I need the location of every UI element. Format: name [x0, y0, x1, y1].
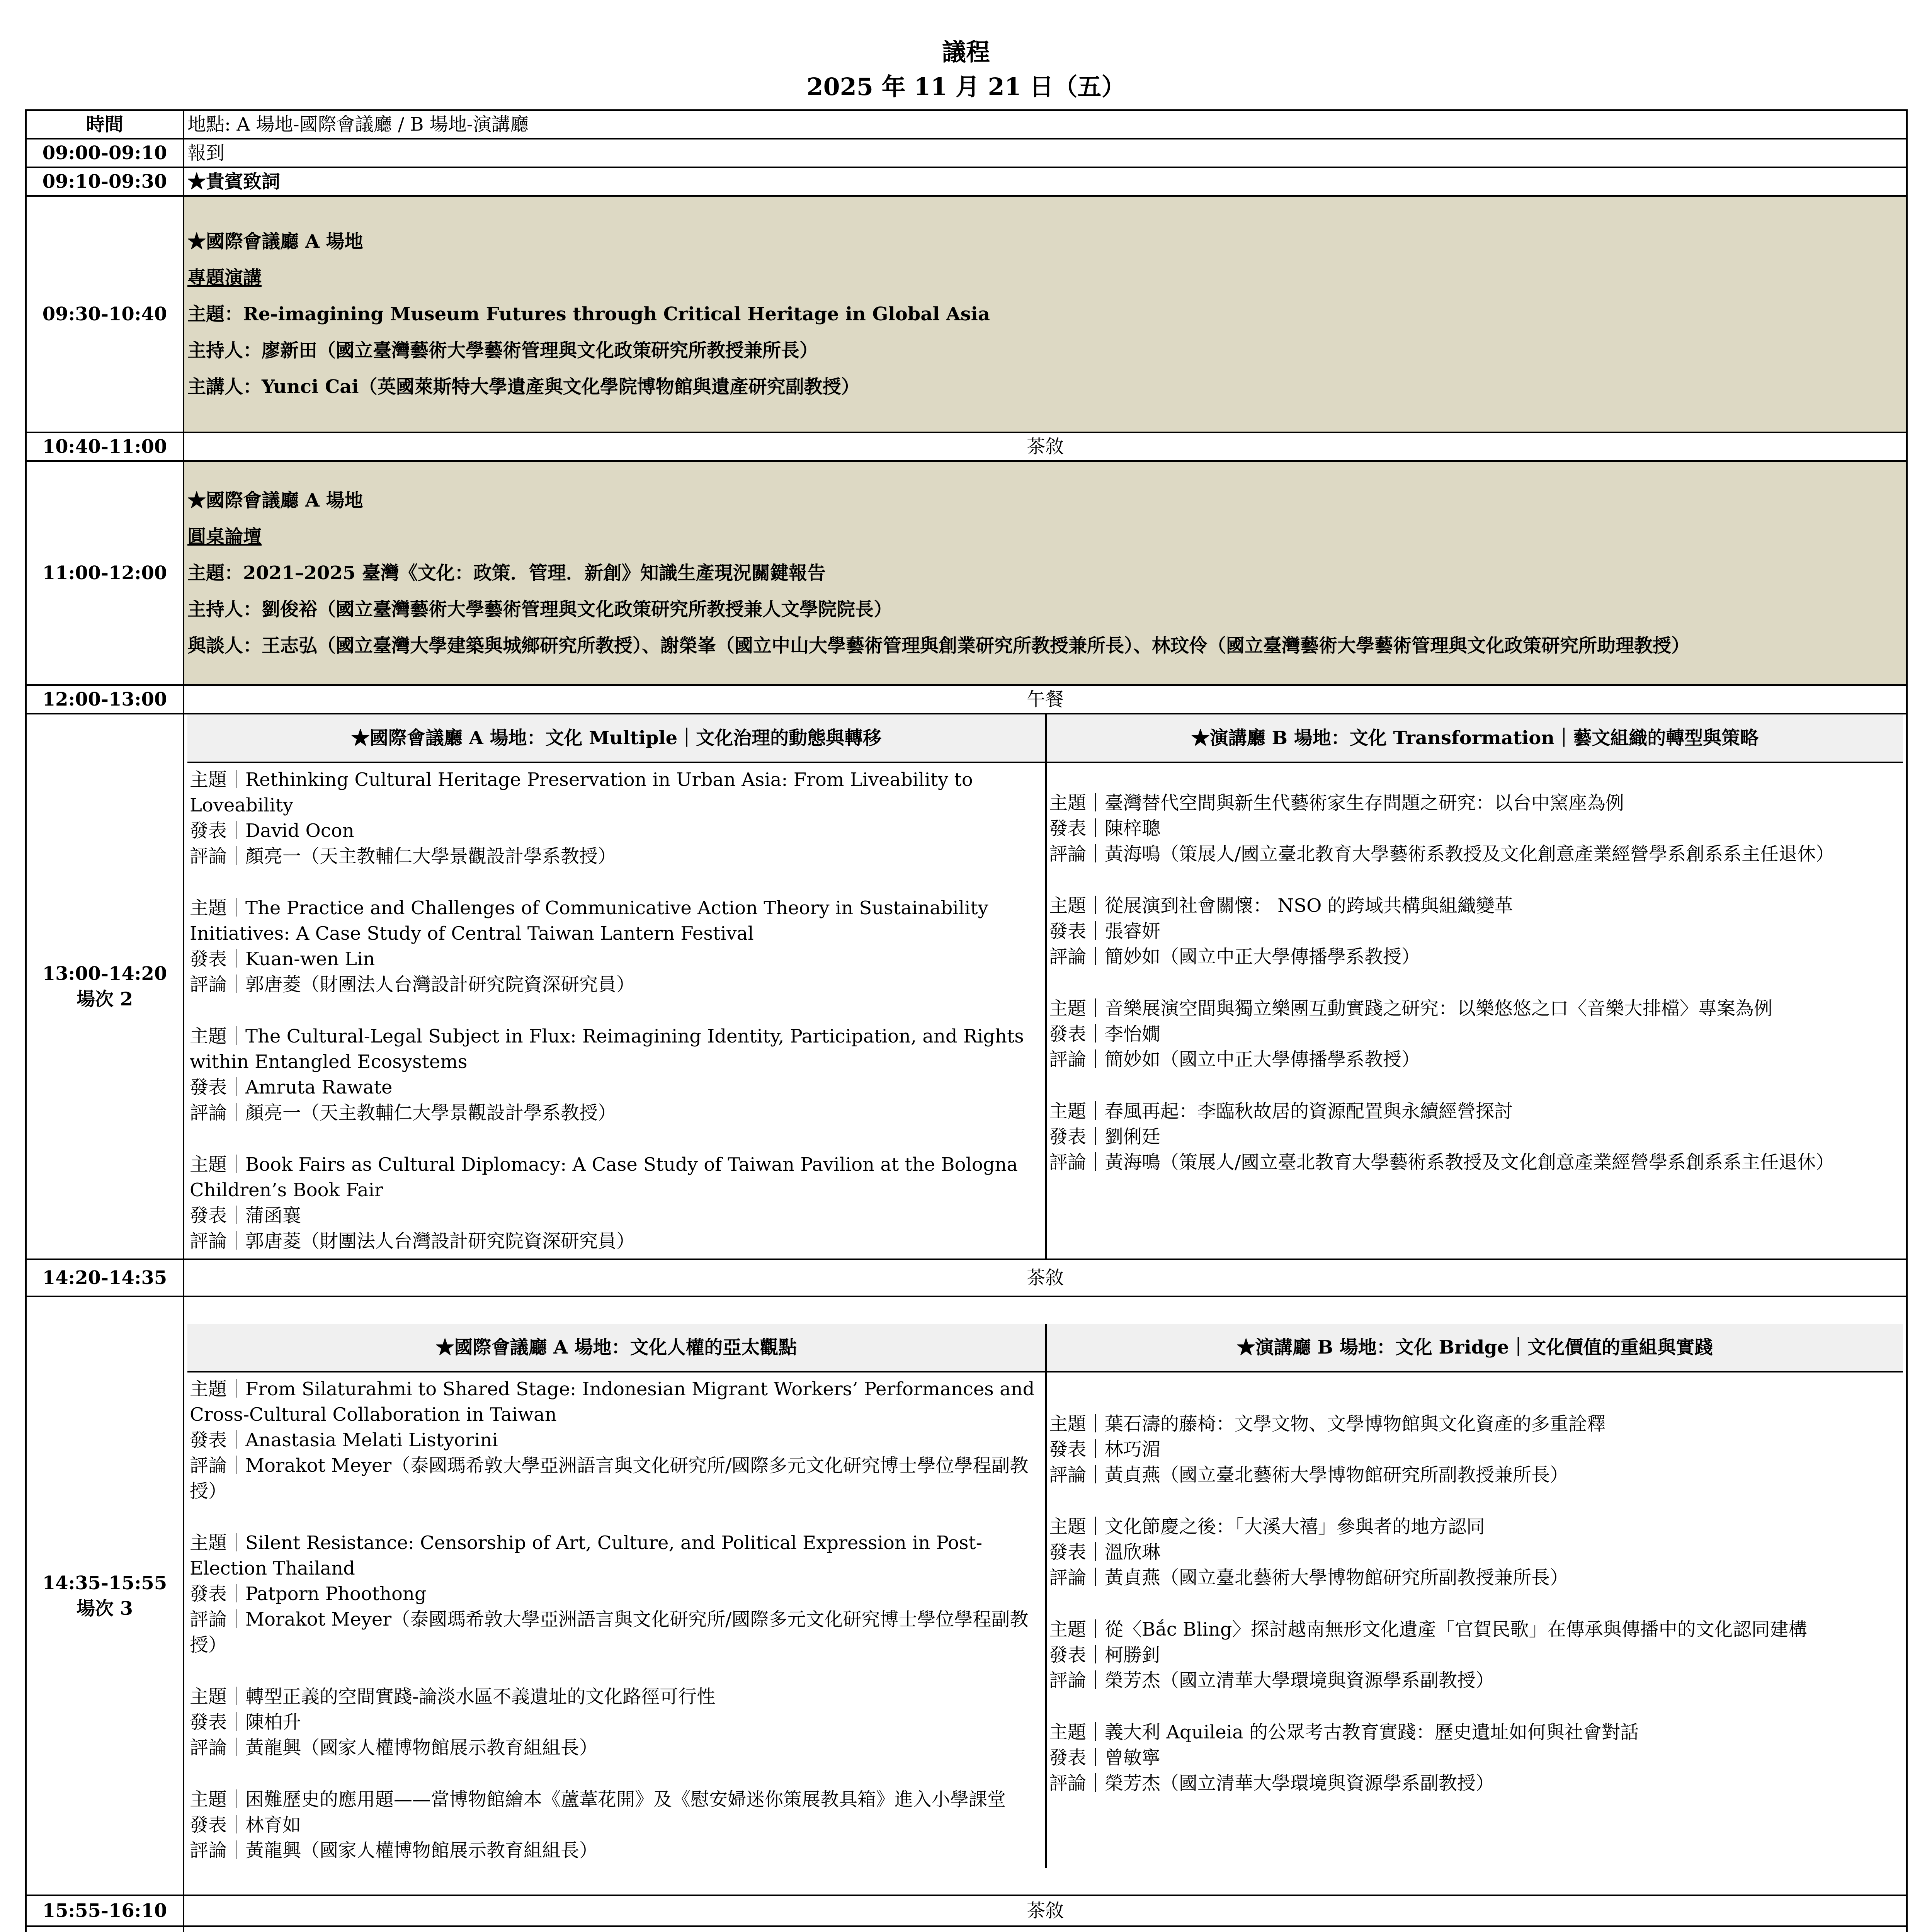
header-row [26, 110, 1907, 139]
time-cell: 09:30-10:40 [26, 196, 184, 432]
paper-topic: 主題｜The Practice and Challenges of Communicative Action Theory in Sustainability Initiatives: A Case Study of Central Taiwan Lantern Festival [190, 897, 988, 944]
venue-a-column [187, 714, 1045, 1259]
paper-reviewer: 評論｜郭唐菱（財團法人台灣設計研究院資深研究員） [190, 1230, 635, 1252]
session-halls [187, 714, 1903, 1259]
paper-presenter: 發表｜李怡嫺 [1049, 1023, 1161, 1045]
time-header: 時間 [26, 110, 184, 139]
paper-reviewer: 評論｜榮芳杰（國立清華大學環境與資源學系副教授） [1049, 1772, 1495, 1794]
paper-reviewer: 評論｜Morakot Meyer（泰國瑪希敦大學亞洲語言與文化研究所/國際多元文化研究博士學位學程副教授） [190, 1609, 1029, 1656]
paper-topic: 主題｜困難歷史的應用題——當博物館繪本《蘆葦花開》及《慰安婦迷你策展教具箱》進入小學課堂 [190, 1789, 1006, 1810]
paper-topic: 主題｜葉石濤的藤椅：文學文物、文學博物館與文化資產的多重詮釋 [1049, 1413, 1606, 1435]
break-text: 茶敘 [184, 432, 1907, 461]
venue-a-heading: ★國際會議廳 A 場地：文化人權的亞太觀點 [187, 1324, 1045, 1372]
break-row [26, 432, 1907, 461]
paper-item [1049, 1099, 1901, 1175]
paper-topic: 主題｜Rethinking Cultural Heritage Preservation in Urban Asia: From Liveability to Loveability [190, 769, 973, 816]
roundtable-host: 主持人：劉俊裕（國立臺灣藝術大學藝術管理與文化政策研究所教授兼人文學院院長） [187, 599, 893, 620]
paper-presenter: 發表｜Patporn Phoothong [190, 1583, 427, 1605]
keynote-venue: ★國際會議廳 A 場地 [187, 231, 363, 252]
break-text: 茶敘 [184, 1259, 1907, 1296]
paper-item [190, 1152, 1043, 1254]
paper-presenter: 發表｜曾敏寧 [1049, 1747, 1161, 1769]
roundtable-row [26, 461, 1907, 685]
paper-reviewer: 評論｜簡妙如（國立中正大學傳播學系教授） [1049, 1049, 1420, 1070]
roundtable-panel: 與談人：王志弘（國立臺灣大學建築與城鄉研究所教授）、謝榮峯（國立中山大學藝術管理與創業研究所教授兼所長）、林玟伶（國立臺灣藝術大學藝術管理與文化政策研究所助理教授） [187, 635, 1690, 656]
session2-time-cell [26, 714, 184, 1259]
paper-item [190, 895, 1043, 997]
roundtable-topic: 主題：2021–2025 臺灣《文化：政策．管理．新創》知識生產現況關鍵報告 [187, 562, 826, 584]
break-row [26, 1259, 1907, 1296]
session-time: 14:35-15:55 [42, 1572, 167, 1594]
lunch-row [26, 685, 1907, 714]
keynote-type: 專題演講 [187, 267, 262, 289]
keynote-speaker: 主講人：Yunci Cai（英國萊斯特大學遺產與文化學院博物館與遺產研究副教授） [187, 376, 860, 398]
roundtable-venue: ★國際會議廳 A 場地 [187, 490, 363, 511]
paper-list [1047, 763, 1903, 1180]
paper-topic: 主題｜文化節慶之後：「大溪大禧」參與者的地方認同 [1049, 1516, 1485, 1537]
session2-halls [184, 714, 1907, 1259]
session-label: 場次 3 [76, 1598, 133, 1619]
time-cell: 09:10-09:30 [26, 167, 184, 196]
paper-item [190, 1530, 1043, 1658]
session4-row [26, 1926, 1907, 1932]
paper-list [187, 763, 1045, 1259]
paper-reviewer: 評論｜顏亮一（天主教輔仁大學景觀設計學系教授） [190, 845, 617, 867]
registration-text: 報到 [184, 139, 1907, 167]
venue-a-heading: ★國際會議廳 A 場地：文化 Multiple｜文化治理的動態與轉移 [187, 714, 1045, 763]
paper-item [190, 1787, 1043, 1863]
paper-presenter: 發表｜溫欣琳 [1049, 1541, 1161, 1563]
roundtable-cell [184, 461, 1907, 685]
venue-b-column [1045, 1324, 1903, 1868]
paper-presenter: 發表｜劉俐廷 [1049, 1126, 1161, 1148]
paper-topic: 主題｜春風再起：李臨秋故居的資源配置與永續經營探討 [1049, 1100, 1513, 1122]
location-header: 地點: A 場地-國際會議廳 / B 場地-演講廳 [184, 110, 1907, 139]
session3-halls [184, 1296, 1907, 1895]
paper-topic: 主題｜轉型正義的空間實踐-論淡水區不義遺址的文化路徑可行性 [190, 1686, 716, 1708]
session4-halls [184, 1926, 1907, 1932]
paper-reviewer: 評論｜黃海鳴（策展人/國立臺北教育大學藝術系教授及文化創意產業經營學系創系系主任退休） [1049, 843, 1835, 865]
session3-row [26, 1296, 1907, 1895]
paper-topic: 主題｜義大利 Aquileia 的公眾考古教育實踐：歷史遺址如何與社會對話 [1049, 1721, 1639, 1743]
paper-reviewer: 評論｜黃龍興（國家人權博物館展示教育組組長） [190, 1840, 598, 1861]
break-row [26, 1895, 1907, 1926]
paper-list [187, 1372, 1045, 1868]
time-cell: 10:40-11:00 [26, 432, 184, 461]
paper-presenter: 發表｜Kuan-wen Lin [190, 948, 375, 970]
roundtable-type: 圓桌論壇 [187, 526, 262, 548]
paper-item [190, 1376, 1043, 1504]
paper-presenter: 發表｜張睿妍 [1049, 920, 1161, 942]
time-cell: 09:00-09:10 [26, 139, 184, 167]
session4-time-cell [26, 1926, 184, 1932]
paper-presenter: 發表｜柯勝釗 [1049, 1644, 1161, 1666]
paper-reviewer: 評論｜郭唐菱（財團法人台灣設計研究院資深研究員） [190, 974, 635, 995]
paper-reviewer: 評論｜Morakot Meyer（泰國瑪希敦大學亞洲語言與文化研究所/國際多元文化研究博士學位學程副教授） [190, 1455, 1029, 1502]
paper-presenter: 發表｜陳梓聰 [1049, 818, 1161, 839]
page-title: 議程 [942, 38, 990, 66]
paper-topic: 主題｜From Silaturahmi to Shared Stage: Indonesian Migrant Workers’ Performances and Cross-Cultural Collaboration in Taiwan [190, 1378, 1035, 1425]
opening-text: ★貴賓致詞 [184, 167, 1907, 196]
break-text: 茶敘 [184, 1895, 1907, 1926]
keynote-cell [184, 196, 1907, 432]
paper-reviewer: 評論｜黃龍興（國家人權博物館展示教育組組長） [190, 1737, 598, 1759]
paper-item [190, 767, 1043, 869]
paper-item [1049, 893, 1901, 969]
paper-presenter: 發表｜Anastasia Melati Listyorini [190, 1429, 498, 1451]
paper-item [1049, 1514, 1901, 1590]
paper-topic: 主題｜從展演到社會關懷： NSO 的跨域共構與組織變革 [1049, 895, 1513, 917]
paper-presenter: 發表｜David Ocon [190, 820, 354, 842]
paper-topic: 主題｜從〈Bắc Bling〉探討越南無形文化遺產「官賀民歌」在傳承與傳播中的文化認同建構 [1049, 1619, 1807, 1640]
keynote-row [26, 196, 1907, 432]
registration-row [26, 139, 1907, 167]
paper-list [1047, 1372, 1903, 1801]
paper-topic: 主題｜The Cultural-Legal Subject in Flux: Reimagining Identity, Participation, and Rights within Entangled Ecosystems [190, 1026, 1024, 1073]
time-cell: 11:00-12:00 [26, 461, 184, 685]
paper-item [1049, 1617, 1901, 1693]
paper-item [190, 1024, 1043, 1126]
paper-presenter: 發表｜蒲函襄 [190, 1205, 301, 1226]
paper-topic: 主題｜臺灣替代空間與新生代藝術家生存問題之研究：以台中窯座為例 [1049, 792, 1624, 814]
session-halls [187, 1324, 1903, 1868]
venue-b-heading: ★演講廳 B 場地：文化 Transformation｜藝文組織的轉型與策略 [1047, 714, 1903, 763]
session2-row [26, 714, 1907, 1259]
paper-topic: 主題｜Silent Resistance: Censorship of Art, Culture, and Political Expression in Post-Election Thailand [190, 1532, 982, 1579]
paper-item [1049, 1719, 1901, 1796]
lunch-text: 午餐 [184, 685, 1907, 714]
paper-reviewer: 評論｜黃貞燕（國立臺北藝術大學博物館研究所副教授兼所長） [1049, 1464, 1569, 1486]
venue-a-column [187, 1324, 1045, 1868]
keynote-topic: 主題：Re-imagining Museum Futures through Critical Heritage in Global Asia [187, 303, 990, 325]
paper-reviewer: 評論｜顏亮一（天主教輔仁大學景觀設計學系教授） [190, 1102, 617, 1124]
paper-topic: 主題｜音樂展演空間與獨立樂團互動實踐之研究：以樂悠悠之口〈音樂大排檔〉專案為例 [1049, 998, 1773, 1019]
agenda-table [25, 109, 1908, 1932]
venue-b-heading: ★演講廳 B 場地：文化 Bridge｜文化價值的重組與實踐 [1047, 1324, 1903, 1372]
time-cell: 14:20-14:35 [26, 1259, 184, 1296]
paper-item [1049, 790, 1901, 867]
page-date: 2025 年 11 月 21 日（五） [806, 73, 1126, 101]
session3-time-cell [26, 1296, 184, 1895]
paper-reviewer: 評論｜黃貞燕（國立臺北藝術大學博物館研究所副教授兼所長） [1049, 1567, 1569, 1588]
paper-reviewer: 評論｜簡妙如（國立中正大學傳播學系教授） [1049, 946, 1420, 968]
session-label: 場次 2 [76, 988, 133, 1010]
paper-presenter: 發表｜Amruta Rawate [190, 1077, 393, 1098]
paper-item [190, 1684, 1043, 1760]
opening-row [26, 167, 1907, 196]
paper-topic: 主題｜Book Fairs as Cultural Diplomacy: A Case Study of Taiwan Pavilion at the Bologna Children’s Book Fair [190, 1154, 1018, 1201]
time-cell: 12:00-13:00 [26, 685, 184, 714]
time-cell: 15:55-16:10 [26, 1895, 184, 1926]
venue-b-column [1045, 714, 1903, 1259]
paper-item [1049, 1411, 1901, 1488]
keynote-host: 主持人：廖新田（國立臺灣藝術大學藝術管理與文化政策研究所教授兼所長） [187, 340, 818, 361]
paper-item [1049, 996, 1901, 1072]
paper-reviewer: 評論｜榮芳杰（國立清華大學環境與資源學系副教授） [1049, 1670, 1495, 1691]
session-time: 13:00-14:20 [42, 963, 167, 985]
paper-presenter: 發表｜林巧湄 [1049, 1439, 1161, 1460]
paper-presenter: 發表｜陳柏升 [190, 1711, 301, 1733]
paper-presenter: 發表｜林育如 [190, 1814, 301, 1836]
paper-reviewer: 評論｜黃海鳴（策展人/國立臺北教育大學藝術系教授及文化創意產業經營學系創系系主任退休） [1049, 1151, 1835, 1173]
